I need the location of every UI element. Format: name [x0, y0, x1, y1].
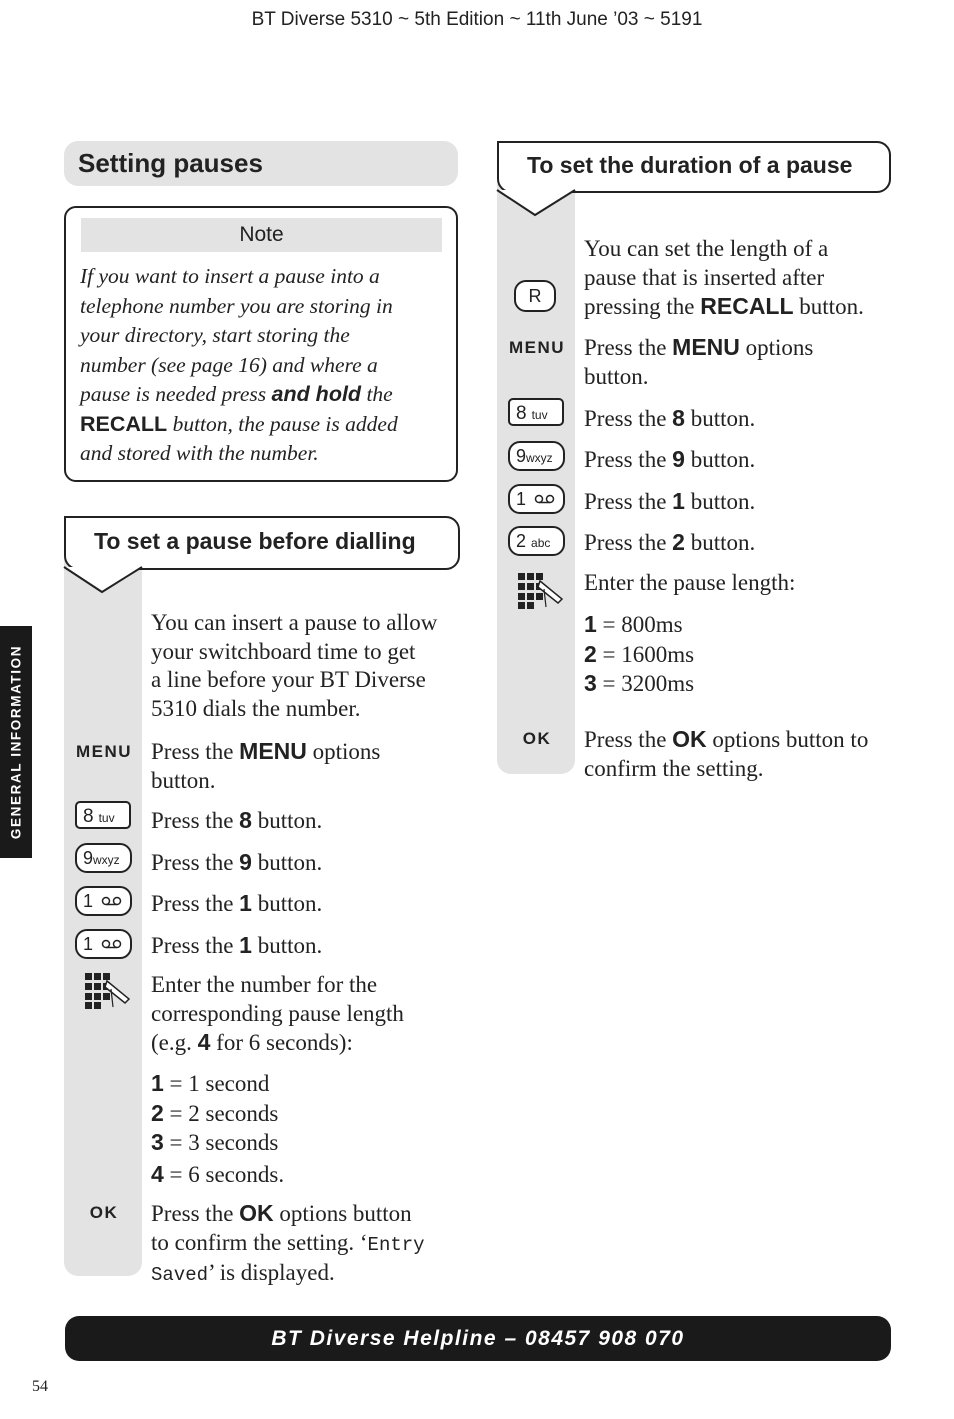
intro-line: pause that is inserted after — [584, 264, 825, 290]
key-num: 8 — [83, 806, 94, 827]
right-step-8 — [584, 404, 755, 434]
menu-key-label: MENU — [75, 742, 133, 761]
right-step-9 — [584, 445, 755, 475]
option-value: = 6 seconds. — [163, 1161, 285, 1187]
recall-key-icon: R — [514, 280, 556, 312]
right-key-strip — [497, 184, 575, 774]
option-key: 3 — [151, 1129, 164, 1155]
note-line: and stored with the number. — [80, 441, 319, 465]
option-value: = 3200ms — [596, 671, 695, 696]
note-line — [80, 410, 450, 440]
option-value: = 1600ms — [596, 641, 695, 667]
option-value: = 800ms — [596, 612, 683, 637]
left-intro — [151, 609, 461, 723]
step-text: Press the — [584, 489, 673, 514]
note-text: button, the pause is added — [167, 411, 398, 436]
intro-line: You can insert a pause to allow — [151, 610, 438, 635]
option-value: = 3 seconds — [163, 1130, 279, 1155]
option-row — [584, 640, 694, 670]
key-1-icon — [508, 484, 565, 514]
step-text: to confirm the setting. ‘ — [151, 1229, 368, 1255]
step-text: options — [739, 335, 814, 360]
left-procedure-title: To set a pause before dialling — [94, 528, 416, 554]
key-num: 2 — [516, 531, 527, 551]
step-key: MENU — [672, 334, 740, 360]
helpline-text: BT Diverse Helpline – 08457 908 070 — [271, 1327, 685, 1350]
option-key: 3 — [584, 670, 597, 696]
option-row — [584, 610, 694, 640]
left-step-1b — [151, 931, 322, 961]
option-key: 2 — [584, 640, 597, 667]
side-tab-label: GENERAL INFORMATION — [8, 644, 24, 840]
right-pause-options — [584, 610, 694, 699]
step-text: button. — [151, 767, 216, 793]
note-text: the — [361, 382, 393, 406]
voicemail-icon — [534, 493, 556, 505]
note-line: your directory, start storing the — [80, 323, 350, 347]
note-text: pause is needed press — [80, 382, 272, 406]
step-key: 9 — [239, 849, 252, 875]
right-step-ok — [584, 725, 914, 783]
section-title-box — [64, 141, 458, 186]
option-row — [584, 669, 694, 699]
step-key: MENU — [239, 738, 307, 764]
step-text: confirm the setting. — [584, 755, 764, 781]
page-number: 54 — [32, 1378, 48, 1395]
left-procedure-tab — [64, 516, 460, 570]
step-text: button. — [251, 808, 323, 833]
note-box — [64, 206, 458, 482]
step-text: Press the — [151, 1201, 240, 1226]
voicemail-icon — [101, 895, 123, 907]
step-text: button. — [684, 447, 756, 472]
step-text: options button to — [706, 727, 869, 752]
key-num: 1 — [516, 489, 527, 509]
step-key: OK — [672, 726, 707, 752]
step-text: Press the — [584, 406, 673, 431]
helpline-banner — [65, 1316, 891, 1361]
option-key: 4 — [151, 1160, 164, 1187]
side-section-tab — [0, 626, 32, 858]
step-text: ’ is displayed. — [208, 1260, 335, 1285]
key-num: 9 — [83, 848, 94, 868]
running-header: BT Diverse 5310 ~ 5th Edition ~ 11th June ’03 ~ 5191 — [251, 9, 703, 30]
ok-key-label: OK — [522, 729, 552, 748]
note-line: number (see page 16) and where a — [80, 352, 378, 377]
keypad-icon — [85, 973, 135, 1009]
option-row — [151, 1099, 284, 1129]
step-key: 8 — [672, 405, 685, 431]
left-step-menu — [151, 737, 461, 795]
key-letters: wxyz — [93, 853, 120, 867]
option-row — [151, 1069, 284, 1099]
option-value: = 2 seconds — [163, 1100, 279, 1126]
step-key: OK — [239, 1200, 274, 1226]
step-text: button. — [684, 530, 756, 555]
option-value: = 1 second — [163, 1071, 270, 1096]
step-text: options button — [273, 1201, 412, 1226]
right-step-1 — [584, 487, 755, 517]
step-text: Press the — [151, 933, 240, 958]
key-letters: tuv — [531, 408, 548, 422]
left-step-8 — [151, 806, 322, 836]
right-procedure-title: To set the duration of a pause — [527, 152, 853, 178]
note-body — [80, 262, 450, 469]
key-2-icon — [508, 526, 565, 556]
key-num: 8 — [516, 403, 527, 424]
ok-key-label: OK — [89, 1203, 119, 1222]
key-9-icon — [508, 441, 565, 471]
voicemail-icon — [101, 938, 123, 950]
left-tab-pointer — [63, 566, 145, 594]
right-intro — [584, 235, 914, 322]
right-tab-pointer — [496, 189, 578, 217]
step-text: button. — [251, 933, 323, 958]
section-title: Setting pauses — [78, 148, 263, 178]
step-text: Press the — [584, 530, 673, 555]
key-letters: tuv — [98, 811, 115, 825]
left-step-ok — [151, 1199, 461, 1290]
intro-text: pressing the — [584, 294, 701, 319]
option-row — [151, 1160, 284, 1190]
step-text: Enter the number for the — [151, 972, 378, 997]
step-text: button. — [684, 489, 756, 514]
left-step-1 — [151, 889, 322, 919]
step-text: for 6 seconds): — [210, 1030, 353, 1055]
key-9-icon — [75, 843, 132, 873]
left-key-strip — [64, 560, 142, 1276]
option-key: 2 — [151, 1099, 164, 1126]
step-key: 2 — [672, 529, 685, 555]
note-line — [80, 380, 450, 410]
step-text: button. — [251, 850, 323, 875]
note-line: If you want to insert a pause into a — [80, 264, 380, 288]
step-key: 9 — [672, 446, 685, 472]
key-num: 9 — [516, 446, 527, 466]
left-step-enter — [151, 971, 461, 1058]
step-text: button. — [684, 406, 756, 431]
right-procedure-tab — [497, 141, 891, 193]
key-8-icon — [508, 398, 564, 426]
step-text: button. — [584, 363, 649, 389]
step-text: Press the — [584, 335, 673, 360]
step-text: corresponding pause length — [151, 1000, 404, 1026]
right-step-menu — [584, 333, 904, 391]
step-text: Press the — [151, 739, 240, 764]
right-step-enter: Enter the pause length: — [584, 570, 796, 595]
step-key: 4 — [197, 1029, 211, 1055]
menu-key-label: MENU — [508, 338, 566, 357]
key-letters: abc — [531, 536, 551, 550]
display-text: Entry — [367, 1233, 425, 1256]
key-letters: wxyz — [526, 451, 553, 465]
note-heading: Note — [81, 218, 442, 252]
left-pause-options — [151, 1069, 284, 1189]
step-key: 8 — [239, 807, 252, 833]
intro-key: RECALL — [700, 293, 794, 319]
step-text: Press the — [151, 891, 240, 916]
option-key: 1 — [584, 611, 597, 637]
display-text: Saved — [151, 1264, 209, 1286]
step-text: Press the — [584, 727, 673, 752]
key-num: 1 — [83, 934, 94, 954]
step-key: 1 — [239, 890, 252, 916]
key-num: 1 — [83, 891, 94, 911]
note-emphasis: and hold — [271, 382, 362, 406]
intro-line: 5310 dials the number. — [151, 695, 361, 721]
step-key: 1 — [672, 488, 685, 514]
step-text: Press the — [584, 447, 673, 472]
key-1-icon — [75, 886, 132, 916]
step-key: 1 — [239, 932, 252, 958]
intro-line: You can set the length of a — [584, 236, 829, 261]
left-step-9 — [151, 848, 322, 878]
option-key: 1 — [151, 1070, 164, 1096]
step-text: Press the — [151, 808, 240, 833]
intro-line: a line before your BT Diverse — [151, 667, 426, 692]
key-1-icon — [75, 929, 132, 959]
step-text: button. — [251, 891, 323, 916]
intro-text: button. — [793, 294, 864, 319]
keypad-icon — [518, 573, 568, 609]
right-step-2 — [584, 528, 755, 558]
step-text: Press the — [151, 850, 240, 875]
step-text: (e.g. — [151, 1030, 198, 1055]
key-8-icon — [75, 801, 131, 829]
note-line: telephone number you are storing in — [80, 293, 393, 318]
step-text: options — [306, 739, 381, 764]
option-row — [151, 1128, 284, 1158]
note-recall-label: RECALL — [80, 411, 168, 436]
intro-line: your switchboard time to get — [151, 638, 416, 664]
